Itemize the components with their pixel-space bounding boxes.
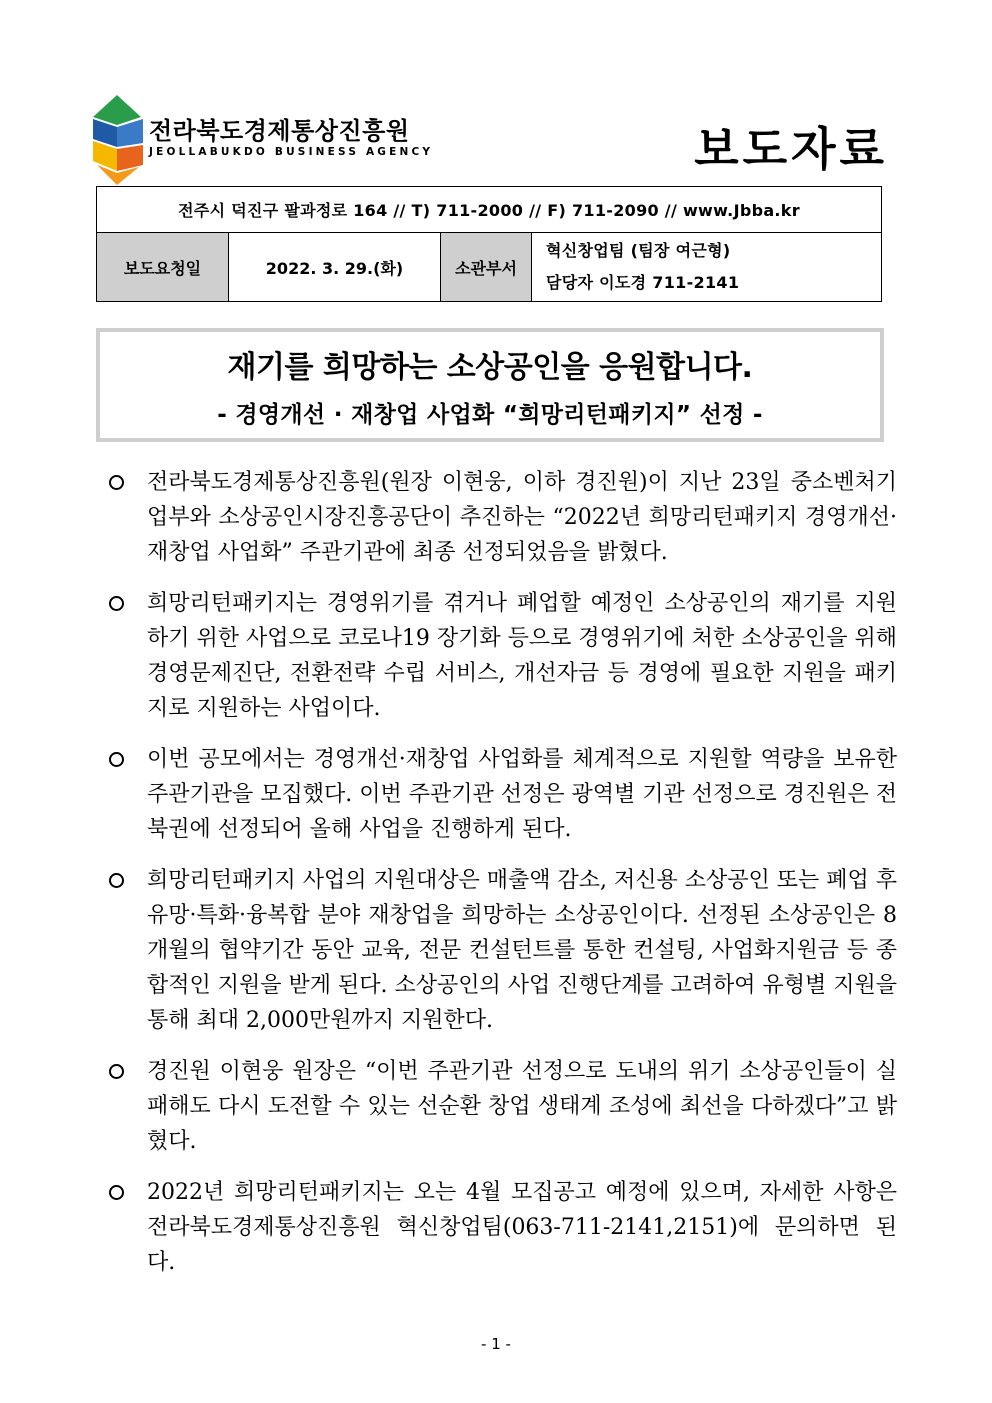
paragraph: [105, 1175, 897, 1280]
paragraph-text: 희망리턴패키지는 경영위기를 겪거나 폐업할 예정인 소상공인의 재기를 지원하기 위한 사업으로 코로나19 장기화 등으로 경영위기에 처한 소상공인을 위해 경영문제진단, 전환전략 수립 서비스, 개선자금 등 경영에 필요한 지원을 패키지로 지원하는 사업이다.: [147, 591, 897, 721]
department-cell: [532, 233, 882, 302]
page-number: - 1 -: [481, 1335, 511, 1353]
headline-subtitle: - 경영개선 · 재창업 사업화 “희망리턴패키지” 선정 -: [217, 402, 763, 428]
agency-logo-icon: [93, 95, 145, 185]
paragraph: [105, 1054, 897, 1159]
article-body: [105, 465, 897, 1296]
paragraph-text: 2022년 희망리턴패키지는 오는 4월 모집공고 예정에 있으며, 자세한 사항은 전라북도경제통상진흥원 혁신창업팀(063-711-2141,2151)에 문의하면 된다.: [147, 1180, 897, 1275]
department-contact: 담당자 이도경 711-2141: [546, 273, 740, 292]
department-team: 혁신창업팀 (팀장 여근형): [546, 241, 731, 260]
paragraph: [105, 586, 897, 726]
department-label: 소관부서: [441, 233, 532, 302]
press-info-table: [96, 186, 882, 302]
circle-bullet-icon: [109, 596, 124, 611]
circle-bullet-icon: [109, 1064, 124, 1079]
paragraph-text: 전라북도경제통상진흥원(원장 이현웅, 이하 경진원)이 지난 23일 중소벤처기업부와 소상공인시장진흥공단이 추진하는 “2022년 희망리턴패키지 경영개선·재창업 사업화” 주관기관에 최종 선정되었음을 밝혔다.: [147, 470, 897, 565]
paragraph: [105, 465, 897, 570]
headline-box: [96, 328, 884, 442]
paragraph: [105, 742, 897, 847]
request-date: 2022. 3. 29.(화): [229, 233, 441, 302]
circle-bullet-icon: [109, 873, 124, 888]
circle-bullet-icon: [109, 1185, 124, 1200]
org-name-english: JEOLLABUKDO BUSINESS AGENCY: [149, 146, 434, 158]
request-date-label: 보도요청일: [97, 233, 229, 302]
circle-bullet-icon: [109, 752, 124, 767]
paragraph-text: 이번 공모에서는 경영개선·재창업 사업화를 체계적으로 지원할 역량을 보유한 주관기관을 모집했다. 이번 주관기관 선정은 광역별 기관 선정으로 경진원은 전북권에 선정되어 올해 사업을 진행하게 된다.: [147, 747, 897, 842]
circle-bullet-icon: [109, 475, 124, 490]
org-name: 전라북도경제통상진흥원: [149, 117, 410, 145]
paragraph-text: 희망리턴패키지 사업의 지원대상은 매출액 감소, 저신용 소상공인 또는 폐업 후 유망·특화·융복합 분야 재창업을 희망하는 소상공인이다. 선정된 소상공인은 8개월의 협약기간 동안 교육, 전문 컨설턴트를 통한 컨설팅, 사업화지원금 등 종합적인 지원을 받게 된다. 소상공인의 사업 진행단계를 고려하여 유형별 지원을 통해 최대 2,000만원까지 지원한다.: [147, 868, 897, 1033]
headline-title: 재기를 희망하는 소상공인을 응원합니다.: [227, 350, 753, 385]
paragraph-text: 경진원 이현웅 원장은 “이번 주관기관 선정으로 도내의 위기 소상공인들이 실패해도 다시 도전할 수 있는 선순환 창업 생태계 조성에 최선을 다하겠다”고 밝혔다.: [147, 1059, 897, 1154]
address-line: 전주시 덕진구 팔과정로 164 // T) 711-2000 // F) 711-2090 // www.Jbba.kr: [97, 187, 882, 233]
document-type-label: 보도자료: [694, 122, 888, 176]
agency-logo: [93, 95, 434, 185]
paragraph: [105, 863, 897, 1038]
